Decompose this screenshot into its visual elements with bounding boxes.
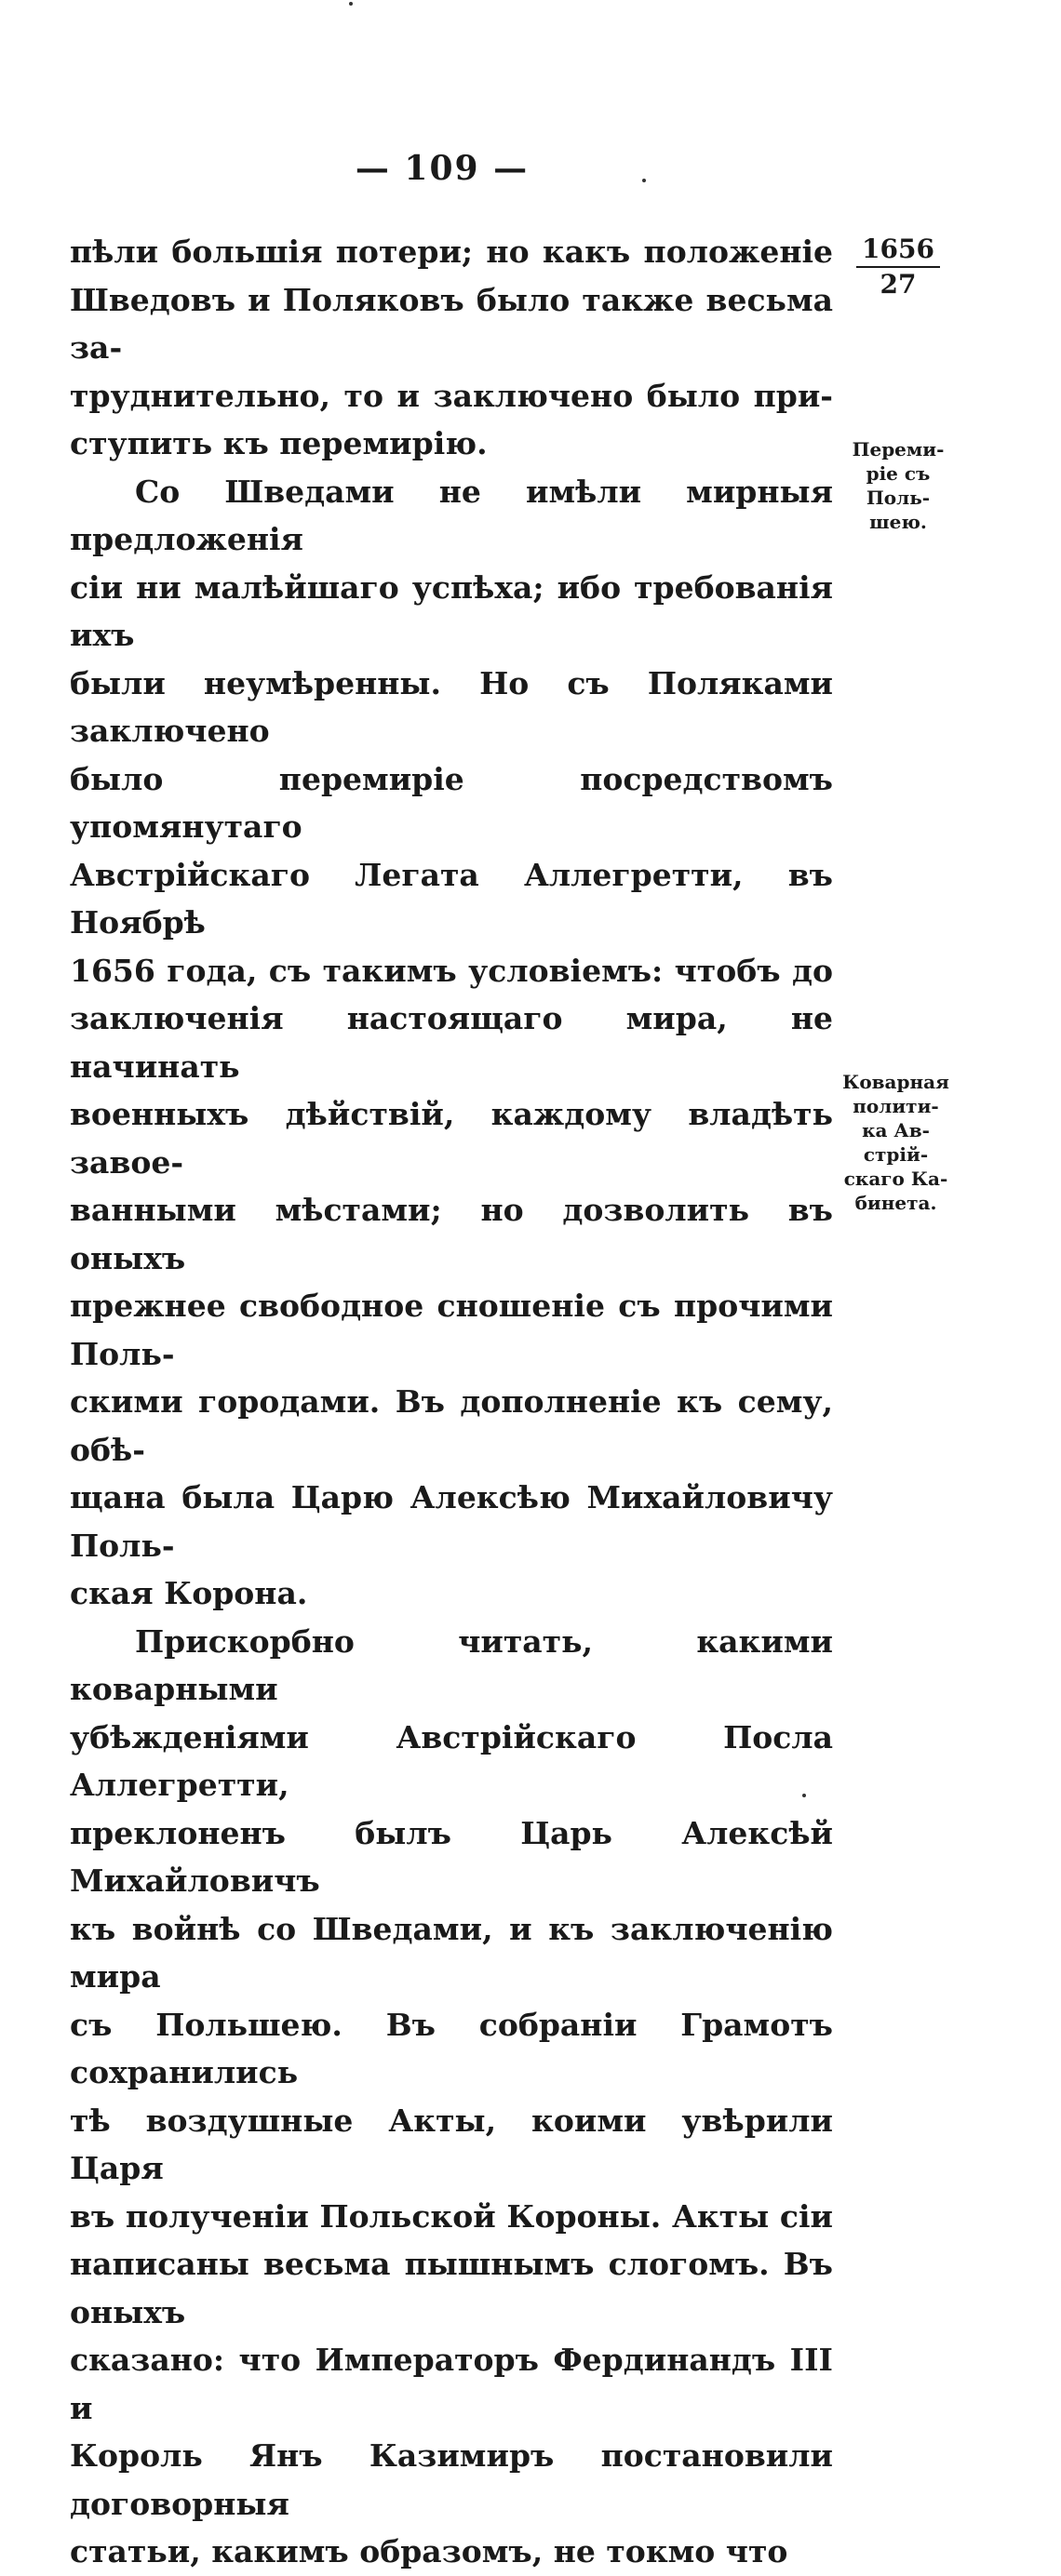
print-speck bbox=[349, 2, 353, 6]
text-line: заключенія настоящаго мира, не начинать bbox=[70, 1000, 833, 1085]
margin-note-line: Поль- bbox=[866, 487, 931, 509]
text-line: были неумѣренны. Но съ Поляками заключено bbox=[70, 664, 833, 749]
text-line: Со Шведами не имѣли мирныя предложенія bbox=[70, 473, 833, 557]
text-line: къ войнѣ со Шведами, и къ заключенію мира bbox=[70, 1910, 833, 1995]
text-line: прежнее свободное сношеніе съ прочими Поль- bbox=[70, 1288, 833, 1372]
text-line: съ Польшею. Въ собраніи Грамотъ сохранились bbox=[70, 2006, 833, 2090]
text-line: убѣжденіями Австрійскаго Посла Аллегретти, bbox=[70, 1718, 833, 1803]
margin-note-line: Переми- bbox=[852, 438, 945, 460]
text-line: Шведовъ и Поляковъ было также весьма за- bbox=[70, 281, 833, 366]
text-line: труднительно, то и заключено было при- bbox=[70, 377, 833, 414]
margin-note-line: ріе съ bbox=[866, 462, 931, 485]
paragraph bbox=[70, 1618, 833, 2576]
print-speck bbox=[802, 1794, 806, 1797]
text-line: военныхъ дѣйствій, каждому владѣть завое- bbox=[70, 1096, 833, 1181]
text-line: написаны весьма пышнымъ слогомъ. Въ оныхъ bbox=[70, 2246, 833, 2330]
text-line: было перемиріе посредствомъ упомянутаго bbox=[70, 760, 833, 845]
margin-year-note bbox=[856, 233, 940, 301]
print-speck bbox=[642, 179, 646, 182]
text-line: ступить къ перемирію. bbox=[70, 425, 488, 461]
margin-note-line: бинета. bbox=[854, 1192, 937, 1214]
paragraph bbox=[70, 468, 833, 1618]
text-line: 1656 года, съ такимъ условіемъ: чтобъ до bbox=[70, 952, 833, 989]
text-line: сіи ни малѣйшаго успѣха; ибо требованія ихъ bbox=[70, 568, 833, 653]
margin-note-line: шею. bbox=[869, 511, 927, 533]
margin-note-line: стрій- bbox=[863, 1143, 929, 1166]
text-line: Австрійскаго Легата Аллегретти, въ Ноябрѣ bbox=[70, 856, 833, 941]
margin-note-armistice bbox=[847, 437, 949, 534]
paragraph bbox=[70, 228, 833, 468]
page-number: — 109 — bbox=[355, 149, 530, 188]
margin-note-cabinet bbox=[833, 1070, 959, 1215]
margin-year-fraction: 27 bbox=[880, 269, 917, 300]
text-line: статьи, какимъ образомъ, не токмо что bbox=[70, 2533, 788, 2569]
text-line: Прискорбно читать, какими коварными bbox=[70, 1622, 833, 1707]
text-line: въ полученіи Польской Короны. Акты сіи bbox=[70, 2197, 833, 2235]
text-line: преклоненъ былъ Царь Алексѣй Михайловичъ bbox=[70, 1814, 833, 1899]
text-line: щана была Царю Алексѣю Михайловичу Поль- bbox=[70, 1479, 833, 1564]
margin-note-line: полити- bbox=[853, 1095, 939, 1117]
text-line: скими городами. Въ дополненіе къ сему, обѣ- bbox=[70, 1383, 833, 1468]
margin-note-line: Коварная bbox=[842, 1071, 949, 1093]
margin-note-line: ка Ав- bbox=[862, 1119, 930, 1141]
text-line: сказано: что Императоръ Фердинандъ III и bbox=[70, 2342, 833, 2426]
text-line: ская Корона. bbox=[70, 1575, 308, 1611]
text-line: Король Янъ Казимиръ постановили договорныя bbox=[70, 2437, 833, 2522]
text-line: тѣ воздушные Акты, коими увѣрили Царя bbox=[70, 2102, 833, 2186]
margin-note-line: скаго Ка- bbox=[843, 1168, 948, 1190]
margin-year: 1656 bbox=[856, 233, 940, 268]
text-line: пѣли большія потери; но какъ положеніе bbox=[70, 234, 833, 270]
text-line: ванными мѣстами; но дозволить въ оныхъ bbox=[70, 1192, 833, 1276]
body-text bbox=[70, 228, 833, 2576]
